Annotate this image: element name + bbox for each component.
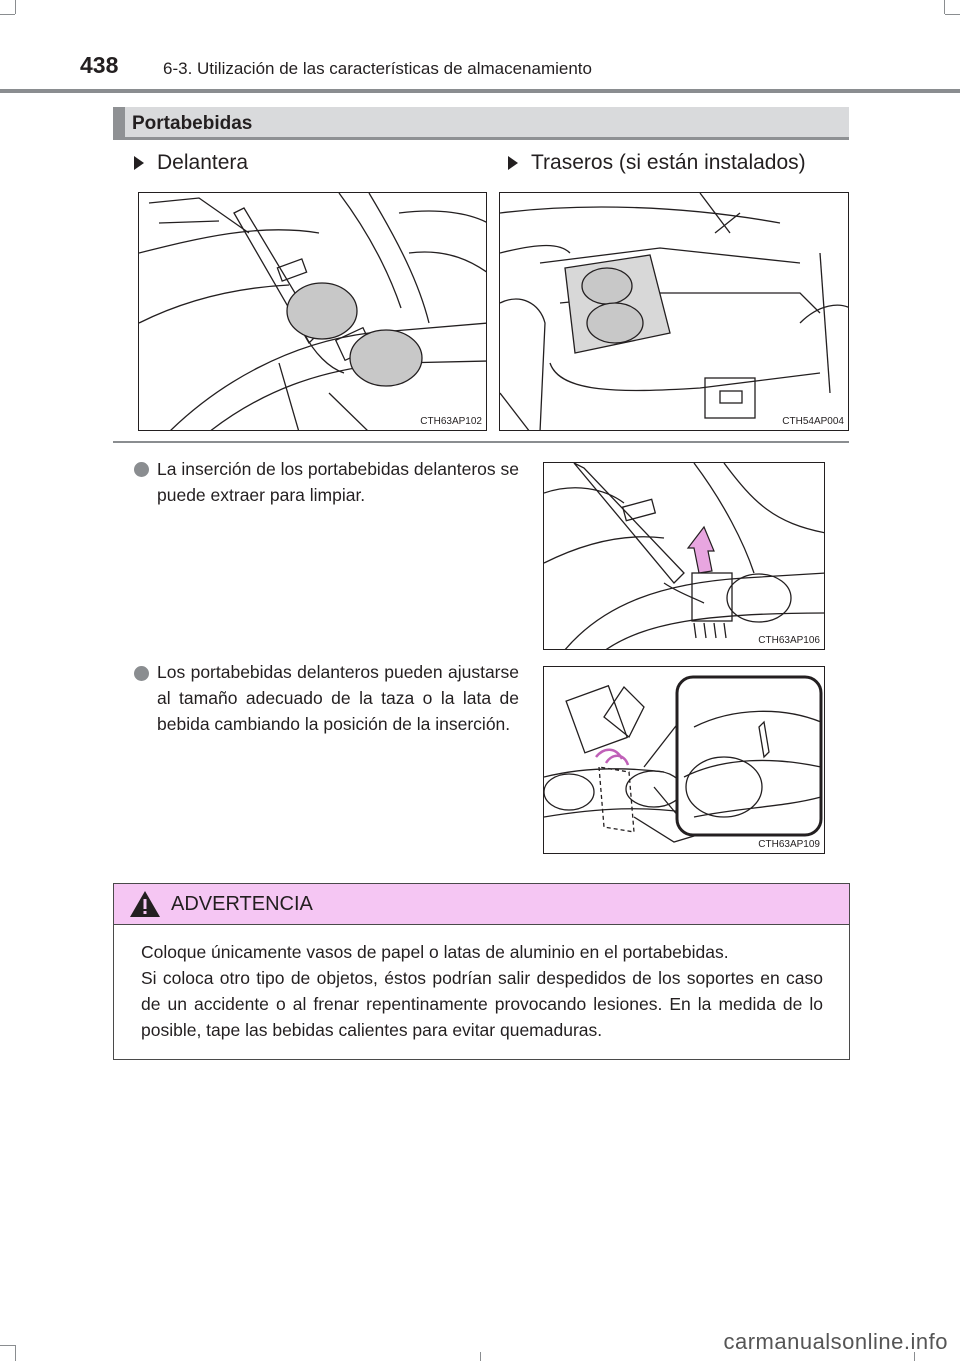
page-number: 438: [80, 52, 119, 78]
figure-code: CTH63AP102: [420, 416, 482, 427]
bullet-icon: [134, 666, 149, 681]
crop-mark: [15, 0, 16, 14]
figure-code: CTH54AP004: [782, 416, 844, 427]
front-cup-circle: [350, 330, 422, 386]
crop-mark: [15, 1345, 16, 1361]
insert-adjust-drawing: [544, 667, 825, 854]
crop-mark: [0, 1345, 15, 1346]
site-watermark: carmanualsonline.info: [723, 1329, 948, 1354]
chapter-title: 6-3. Utilización de las características de almacenamiento: [163, 59, 592, 78]
warning-paragraph: Si coloca otro tipo de objetos, éstos podrían salir despedidos de los soportes en caso de un accidente o al frenar repentinamente provocando lesiones. En la medida de lo posible, tape las bebidas calientes para evitar quemaduras.: [141, 968, 823, 1040]
front-cupholder-drawing: [139, 193, 487, 431]
rear-cup-circle: [582, 268, 632, 304]
crop-mark: [480, 1352, 481, 1361]
triangle-bullet-icon: [134, 156, 144, 170]
section-divider: [113, 441, 849, 443]
front-cup-circle: [287, 283, 357, 339]
front-subheading: Delantera: [157, 151, 249, 174]
bullet-icon: [134, 462, 149, 477]
rear-subheading: Traseros (si están instalados): [531, 151, 806, 174]
crop-mark: [945, 14, 960, 15]
rear-cupholder-drawing: [500, 193, 849, 431]
warning-triangle-icon: [128, 889, 162, 919]
rear-cupholder-illustration: [499, 192, 849, 431]
lift-arrow-icon: [688, 527, 714, 573]
warning-title: ADVERTENCIA: [171, 893, 313, 915]
warning-body: [141, 939, 823, 1043]
warning-paragraph: Coloque únicamente vasos de papel o latas de aluminio en el portabebidas.: [141, 942, 729, 962]
detail-callout: [677, 677, 821, 835]
warning-header: [114, 884, 849, 925]
rotate-arrow-icon: [606, 756, 628, 765]
insert-adjust-illustration: [543, 666, 825, 854]
header-divider: [0, 89, 960, 93]
crop-mark: [944, 0, 945, 14]
crop-mark: [0, 14, 15, 15]
figure-code: CTH63AP106: [758, 635, 820, 646]
section-accent: [113, 107, 125, 137]
figure-code: CTH63AP109: [758, 839, 820, 850]
insert-removal-drawing: [544, 463, 825, 650]
insert-removal-illustration: [543, 462, 825, 650]
warning-box: [113, 883, 850, 1060]
bullet-text: La inserción de los portabebidas delanteros se puede extraer para limpiar.: [157, 459, 519, 505]
bullet-text: Los portabebidas delanteros pueden ajustarse al tamaño adecuado de la taza o la lata de bebida cambiando la posición de la inserción.: [157, 662, 519, 734]
section-title: Portabebidas: [132, 113, 253, 134]
section-heading: [113, 107, 849, 140]
rear-cup-circle: [587, 303, 643, 343]
triangle-bullet-icon: [508, 156, 518, 170]
front-cupholder-illustration: [138, 192, 487, 431]
